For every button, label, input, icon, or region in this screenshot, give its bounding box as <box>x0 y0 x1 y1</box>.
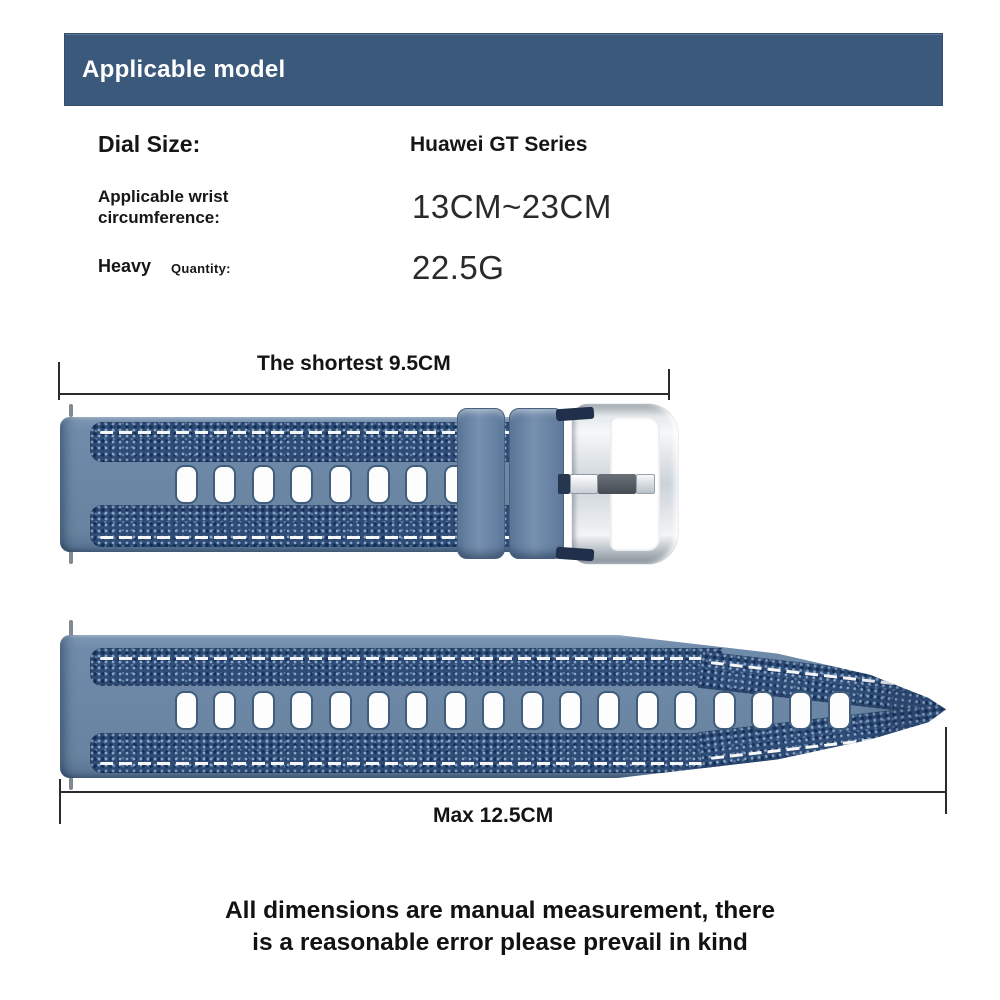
weight-label: Heavy <box>98 256 152 276</box>
footer-note <box>0 895 1000 959</box>
header-banner <box>64 33 943 106</box>
strap-hole <box>405 465 428 504</box>
strap-hole <box>367 465 390 504</box>
strap-hole <box>290 465 313 504</box>
dimension-line-bottom <box>59 791 947 793</box>
strap-tip-shading <box>851 635 946 778</box>
buckle-hinge <box>558 474 570 494</box>
strap-hole <box>789 691 812 730</box>
strap-stitch <box>711 661 945 691</box>
dimension-tick-top-left <box>58 362 60 400</box>
wrist-circumference-value: 13CM~23CM <box>412 188 612 225</box>
spring-bar-pin <box>69 776 73 790</box>
header-title: Applicable model <box>82 55 286 83</box>
strap-hole <box>329 691 352 730</box>
strap-hole <box>213 465 236 504</box>
keeper-loop-2 <box>509 408 564 559</box>
wrist-circumference-label: Applicable wrist circumference: <box>98 187 229 227</box>
strap-hole <box>751 691 774 730</box>
strap-top-length-label: The shortest 9.5CM <box>257 352 451 375</box>
strap-hole <box>290 691 313 730</box>
strap-tip-over-bar <box>556 547 595 562</box>
strap-hole <box>175 465 198 504</box>
strap-hole <box>444 691 467 730</box>
strap-weave-band <box>90 733 722 773</box>
strap-weave-band <box>90 648 722 686</box>
dial-size-value: Huawei GT Series <box>410 133 588 156</box>
strap-hole <box>636 691 659 730</box>
dimension-line-top <box>59 393 670 395</box>
buckle <box>560 404 678 564</box>
weight-quantity-label: Quantity: <box>171 261 231 276</box>
strap-hole <box>482 691 505 730</box>
buckle-prong <box>570 474 598 494</box>
strap-stitch <box>711 730 945 760</box>
strap-hole <box>213 691 236 730</box>
strap-hole <box>597 691 620 730</box>
buckle-prong-tip <box>636 474 655 494</box>
spring-bar-pin <box>69 620 73 636</box>
footer-note-line1: All dimensions are manual measurement, there <box>224 897 776 924</box>
dimension-tick-bottom-left <box>59 779 61 824</box>
strap-hole <box>559 691 582 730</box>
dimension-tick-bottom-right <box>945 727 947 814</box>
dial-size-label: Dial Size: <box>98 131 201 157</box>
strap-hole <box>713 691 736 730</box>
strap-hole <box>674 691 697 730</box>
spring-bar-pin <box>69 551 73 564</box>
weight-value: 22.5G <box>412 249 505 286</box>
buckle-prong-dark <box>598 474 636 494</box>
strap-stitch <box>100 657 712 660</box>
strap-hole <box>175 691 198 730</box>
strap-hole <box>252 691 275 730</box>
strap-hole <box>828 691 851 730</box>
strap-hole <box>252 465 275 504</box>
strap-hole <box>329 465 352 504</box>
strap-stitch <box>100 762 712 765</box>
strap-hole <box>521 691 544 730</box>
strap-bottom-length-label: Max 12.5CM <box>433 804 554 827</box>
dimension-tick-top-right <box>668 369 670 400</box>
strap-bottom <box>60 635 946 778</box>
strap-hole <box>367 691 390 730</box>
strap-hole <box>405 691 428 730</box>
keeper-loop-1 <box>457 408 505 559</box>
footer-note-line2: is a reasonable error please prevail in kind <box>252 929 748 956</box>
spring-bar-pin <box>69 404 73 417</box>
